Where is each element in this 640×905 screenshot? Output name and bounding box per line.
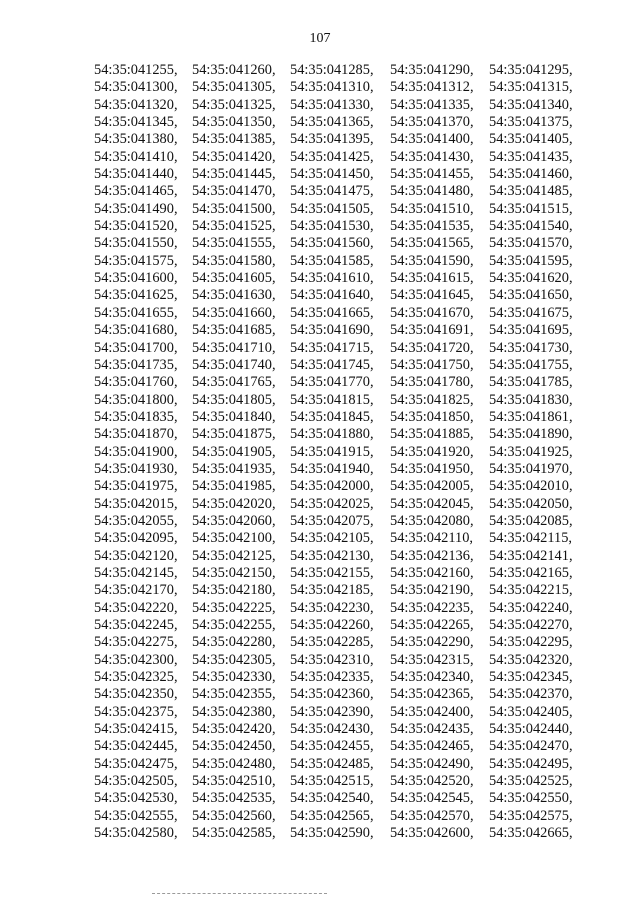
cadastral-number: 54:35:041630,: [192, 287, 276, 304]
cadastral-number: 54:35:041900,: [94, 443, 178, 460]
cadastral-number: 54:35:041665,: [290, 304, 374, 321]
cadastral-number: 54:35:041585,: [290, 252, 374, 269]
cadastral-number: 54:35:042345,: [489, 669, 573, 686]
cadastral-number: 54:35:041861,: [489, 408, 573, 425]
cadastral-number: 54:35:041470,: [192, 183, 276, 200]
cadastral-number: 54:35:042130,: [290, 547, 374, 564]
cadastral-number: 54:35:041315,: [489, 79, 573, 96]
cadastral-number: 54:35:041375,: [489, 114, 573, 131]
cadastral-number: 54:35:042215,: [489, 582, 573, 599]
cadastral-number: 54:35:041950,: [390, 460, 474, 477]
cadastral-number: 54:35:042045,: [390, 495, 474, 512]
cadastral-number: 54:35:042535,: [192, 790, 276, 807]
cadastral-number: 54:35:042005,: [390, 478, 474, 495]
cadastral-number: 54:35:042480,: [192, 755, 276, 772]
cadastral-number: 54:35:042360,: [290, 686, 374, 703]
cadastral-number: 54:35:041460,: [489, 166, 573, 183]
cadastral-number: 54:35:042465,: [390, 738, 474, 755]
cadastral-number: 54:35:041740,: [192, 356, 276, 373]
cadastral-number: 54:35:041380,: [94, 131, 178, 148]
cadastral-number: 54:35:041691,: [390, 322, 474, 339]
cadastral-number: 54:35:041312,: [390, 79, 474, 96]
cadastral-number: 54:35:041440,: [94, 166, 178, 183]
cadastral-number: 54:35:041455,: [390, 166, 474, 183]
cadastral-number: 54:35:042530,: [94, 790, 178, 807]
cadastral-number: 54:35:041830,: [489, 391, 573, 408]
cadastral-number: 54:35:041805,: [192, 391, 276, 408]
cadastral-number: 54:35:041800,: [94, 391, 178, 408]
cadastral-number: 54:35:042600,: [390, 825, 474, 842]
cadastral-number: 54:35:042320,: [489, 651, 573, 668]
cadastral-number: 54:35:041325,: [192, 96, 276, 113]
cadastral-number: 54:35:042225,: [192, 599, 276, 616]
cadastral-number: 54:35:042485,: [290, 755, 374, 772]
cadastral-number: 54:35:042055,: [94, 512, 178, 529]
cadastral-number: 54:35:041760,: [94, 374, 178, 391]
cadastral-number: 54:35:041290,: [390, 62, 474, 78]
cadastral-number: 54:35:042275,: [94, 634, 178, 651]
cadastral-number: 54:35:041940,: [290, 460, 374, 477]
cadastral-number: 54:35:042545,: [390, 790, 474, 807]
cadastral-number: 54:35:041745,: [290, 356, 374, 373]
cadastral-number: 54:35:041450,: [290, 166, 374, 183]
cadastral-number: 54:35:041985,: [192, 478, 276, 495]
cadastral-number: 54:35:042245,: [94, 617, 178, 633]
cadastral-number: 54:35:041620,: [489, 270, 573, 287]
cadastral-number: 54:35:041385,: [192, 131, 276, 148]
cadastral-number: 54:35:041520,: [94, 218, 178, 235]
cadastral-number: 54:35:041505,: [290, 200, 374, 217]
cadastral-number: 54:35:041660,: [192, 304, 276, 321]
cadastral-number: 54:35:042405,: [489, 703, 573, 720]
cadastral-number: 54:35:041735,: [94, 356, 178, 373]
cadastral-number: 54:35:042315,: [390, 651, 474, 668]
cadastral-number: 54:35:041835,: [94, 408, 178, 425]
cadastral-number: 54:35:042580,: [94, 825, 178, 842]
cadastral-number: 54:35:041615,: [390, 270, 474, 287]
cadastral-number: 54:35:041335,: [390, 96, 474, 113]
cadastral-number: 54:35:041535,: [390, 218, 474, 235]
cadastral-number: 54:35:041550,: [94, 235, 178, 252]
cadastral-number: 54:35:041970,: [489, 460, 573, 477]
cadastral-number: 54:35:041685,: [192, 322, 276, 339]
cadastral-number: 54:35:042355,: [192, 686, 276, 703]
cadastral-number: 54:35:041715,: [290, 339, 374, 356]
cadastral-number: 54:35:042585,: [192, 825, 276, 842]
cadastral-number: 54:35:042365,: [390, 686, 474, 703]
cadastral-number: 54:35:041785,: [489, 374, 573, 391]
cadastral-number: 54:35:042590,: [290, 825, 374, 842]
cadastral-number: 54:35:042025,: [290, 495, 374, 512]
cadastral-number: 54:35:042190,: [390, 582, 474, 599]
cadastral-number: 54:35:042520,: [390, 773, 474, 790]
cadastral-number: 54:35:042285,: [290, 634, 374, 651]
cadastral-number: 54:35:042555,: [94, 807, 178, 824]
cadastral-number: 54:35:042550,: [489, 790, 573, 807]
cadastral-number: 54:35:042435,: [390, 721, 474, 738]
cadastral-number: 54:35:041480,: [390, 183, 474, 200]
cadastral-number: 54:35:042270,: [489, 617, 573, 633]
cadastral-number: 54:35:042000,: [290, 478, 374, 495]
cadastral-number: 54:35:041320,: [94, 96, 178, 113]
cadastral-number: 54:35:042440,: [489, 721, 573, 738]
cadastral-number: 54:35:042145,: [94, 564, 178, 581]
cadastral-number: 54:35:041610,: [290, 270, 374, 287]
cadastral-number: 54:35:041510,: [390, 200, 474, 217]
cadastral-number: 54:35:041580,: [192, 252, 276, 269]
cadastral-number: 54:35:041515,: [489, 200, 573, 217]
cadastral-number: 54:35:041590,: [390, 252, 474, 269]
cadastral-number: 54:35:042170,: [94, 582, 178, 599]
cadastral-number: 54:35:041500,: [192, 200, 276, 217]
cadastral-number: 54:35:042350,: [94, 686, 178, 703]
cadastral-number: 54:35:042095,: [94, 530, 178, 547]
cadastral-number: 54:35:041305,: [192, 79, 276, 96]
page-number: 107: [309, 31, 331, 46]
cadastral-number: 54:35:041850,: [390, 408, 474, 425]
cadastral-number: 54:35:042185,: [290, 582, 374, 599]
cadastral-number: 54:35:041935,: [192, 460, 276, 477]
cadastral-number: 54:35:041295,: [489, 62, 573, 78]
cadastral-number: 54:35:041710,: [192, 339, 276, 356]
cadastral-number: 54:35:041600,: [94, 270, 178, 287]
cadastral-number: 54:35:042300,: [94, 651, 178, 668]
cadastral-number: 54:35:041925,: [489, 443, 573, 460]
cadastral-number: 54:35:042295,: [489, 634, 573, 651]
cadastral-number: 54:35:041465,: [94, 183, 178, 200]
cadastral-number: 54:35:041430,: [390, 148, 474, 165]
cadastral-number: 54:35:042180,: [192, 582, 276, 599]
cadastral-number: 54:35:041365,: [290, 114, 374, 131]
cadastral-number: 54:35:041485,: [489, 183, 573, 200]
cadastral-number: 54:35:042085,: [489, 512, 573, 529]
cadastral-number: 54:35:041605,: [192, 270, 276, 287]
cadastral-number: 54:35:041930,: [94, 460, 178, 477]
cadastral-number: 54:35:041870,: [94, 426, 178, 443]
cadastral-number: 54:35:042165,: [489, 564, 573, 581]
cadastral-number: 54:35:042050,: [489, 495, 573, 512]
cadastral-number: 54:35:041525,: [192, 218, 276, 235]
cadastral-number: 54:35:041255,: [94, 62, 178, 78]
cadastral-number: 54:35:041750,: [390, 356, 474, 373]
cadastral-number: 54:35:042105,: [290, 530, 374, 547]
cadastral-number: 54:35:041400,: [390, 131, 474, 148]
cadastral-number: 54:35:042155,: [290, 564, 374, 581]
cadastral-number: 54:35:041755,: [489, 356, 573, 373]
cadastral-number: 54:35:041425,: [290, 148, 374, 165]
cadastral-number: 54:35:042100,: [192, 530, 276, 547]
cadastral-number: 54:35:042510,: [192, 773, 276, 790]
cadastral-number: 54:35:041655,: [94, 304, 178, 321]
cadastral-number: 54:35:042235,: [390, 599, 474, 616]
cadastral-number: 54:35:041700,: [94, 339, 178, 356]
cadastral-number: 54:35:041445,: [192, 166, 276, 183]
cadastral-number: 54:35:042060,: [192, 512, 276, 529]
cadastral-number: 54:35:042136,: [390, 547, 474, 564]
cadastral-number: 54:35:041645,: [390, 287, 474, 304]
cadastral-number: 54:35:041260,: [192, 62, 276, 78]
cadastral-number: 54:35:042080,: [390, 512, 474, 529]
cadastral-number: 54:35:041420,: [192, 148, 276, 165]
cadastral-number: 54:35:041410,: [94, 148, 178, 165]
cadastral-number: 54:35:041975,: [94, 478, 178, 495]
cadastral-number: 54:35:042115,: [489, 530, 573, 547]
cadastral-number: 54:35:042665,: [489, 825, 573, 842]
cadastral-number: 54:35:042380,: [192, 703, 276, 720]
cadastral-number: 54:35:042575,: [489, 807, 573, 824]
cadastral-number: 54:35:042325,: [94, 669, 178, 686]
cadastral-number: 54:35:042220,: [94, 599, 178, 616]
cadastral-number: 54:35:041405,: [489, 131, 573, 148]
cadastral-number: 54:35:041680,: [94, 322, 178, 339]
cadastral-number: 54:35:041345,: [94, 114, 178, 131]
cadastral-number: 54:35:042370,: [489, 686, 573, 703]
cadastral-number: 54:35:041885,: [390, 426, 474, 443]
cadastral-number: 54:35:042160,: [390, 564, 474, 581]
cadastral-number: 54:35:042560,: [192, 807, 276, 824]
cadastral-number: 54:35:042141,: [489, 547, 573, 564]
cadastral-number: 54:35:041490,: [94, 200, 178, 217]
cadastral-number: 54:35:041570,: [489, 235, 573, 252]
cadastral-number: 54:35:041640,: [290, 287, 374, 304]
cadastral-number: 54:35:041720,: [390, 339, 474, 356]
cadastral-number: 54:35:041555,: [192, 235, 276, 252]
cadastral-number: 54:35:042255,: [192, 617, 276, 633]
footer-divider: [152, 893, 327, 894]
cadastral-number: 54:35:041770,: [290, 374, 374, 391]
cadastral-number: 54:35:041530,: [290, 218, 374, 235]
cadastral-number: 54:35:041330,: [290, 96, 374, 113]
cadastral-number: 54:35:042075,: [290, 512, 374, 529]
cadastral-number: 54:35:042505,: [94, 773, 178, 790]
cadastral-number: 54:35:041875,: [192, 426, 276, 443]
cadastral-number: 54:35:042335,: [290, 669, 374, 686]
cadastral-number: 54:35:042340,: [390, 669, 474, 686]
cadastral-number: 54:35:042310,: [290, 651, 374, 668]
cadastral-number: 54:35:042400,: [390, 703, 474, 720]
cadastral-number: 54:35:042120,: [94, 547, 178, 564]
cadastral-number: 54:35:041840,: [192, 408, 276, 425]
cadastral-number: 54:35:041650,: [489, 287, 573, 304]
cadastral-number: 54:35:041730,: [489, 339, 573, 356]
cadastral-number: 54:35:041595,: [489, 252, 573, 269]
cadastral-number: 54:35:041780,: [390, 374, 474, 391]
cadastral-number: 54:35:042290,: [390, 634, 474, 651]
cadastral-number: 54:35:042110,: [390, 530, 474, 547]
cadastral-number: 54:35:041825,: [390, 391, 474, 408]
cadastral-number: 54:35:042430,: [290, 721, 374, 738]
cadastral-number: 54:35:041890,: [489, 426, 573, 443]
cadastral-number: 54:35:041370,: [390, 114, 474, 131]
cadastral-number: 54:35:042020,: [192, 495, 276, 512]
cadastral-number: 54:35:041575,: [94, 252, 178, 269]
cadastral-number: 54:35:042375,: [94, 703, 178, 720]
cadastral-number: 54:35:042525,: [489, 773, 573, 790]
cadastral-number: 54:35:041565,: [390, 235, 474, 252]
cadastral-number: 54:35:041695,: [489, 322, 573, 339]
cadastral-number: 54:35:041350,: [192, 114, 276, 131]
cadastral-number: 54:35:042265,: [390, 617, 474, 633]
cadastral-number: 54:35:042475,: [94, 755, 178, 772]
cadastral-number: 54:35:041310,: [290, 79, 374, 96]
cadastral-number: 54:35:041625,: [94, 287, 178, 304]
cadastral-number: 54:35:041285,: [290, 62, 374, 78]
cadastral-number: 54:35:041670,: [390, 304, 474, 321]
cadastral-number: 54:35:041920,: [390, 443, 474, 460]
cadastral-number: 54:35:042010,: [489, 478, 573, 495]
cadastral-number: 54:35:041300,: [94, 79, 178, 96]
cadastral-number: 54:35:042445,: [94, 738, 178, 755]
cadastral-number: 54:35:042280,: [192, 634, 276, 651]
cadastral-number: 54:35:042150,: [192, 564, 276, 581]
cadastral-number: 54:35:042390,: [290, 703, 374, 720]
cadastral-number: 54:35:042305,: [192, 651, 276, 668]
cadastral-number: 54:35:042420,: [192, 721, 276, 738]
cadastral-number: 54:35:042470,: [489, 738, 573, 755]
cadastral-number: 54:35:042415,: [94, 721, 178, 738]
cadastral-number: 54:35:041845,: [290, 408, 374, 425]
cadastral-number: 54:35:041765,: [192, 374, 276, 391]
cadastral-number: 54:35:041475,: [290, 183, 374, 200]
cadastral-number: 54:35:041690,: [290, 322, 374, 339]
cadastral-number-list: [94, 62, 594, 842]
cadastral-number: 54:35:042330,: [192, 669, 276, 686]
cadastral-number: 54:35:042495,: [489, 755, 573, 772]
cadastral-number: 54:35:042570,: [390, 807, 474, 824]
cadastral-number: 54:35:041340,: [489, 96, 573, 113]
cadastral-number: 54:35:041435,: [489, 148, 573, 165]
cadastral-number: 54:35:042260,: [290, 617, 374, 633]
cadastral-number: 54:35:042540,: [290, 790, 374, 807]
cadastral-number: 54:35:041915,: [290, 443, 374, 460]
cadastral-number: 54:35:042490,: [390, 755, 474, 772]
cadastral-number: 54:35:042455,: [290, 738, 374, 755]
cadastral-number: 54:35:042565,: [290, 807, 374, 824]
cadastral-number: 54:35:041540,: [489, 218, 573, 235]
cadastral-number: 54:35:042125,: [192, 547, 276, 564]
cadastral-number: 54:35:042230,: [290, 599, 374, 616]
cadastral-number: 54:35:041675,: [489, 304, 573, 321]
cadastral-number: 54:35:042450,: [192, 738, 276, 755]
cadastral-number: 54:35:041395,: [290, 131, 374, 148]
cadastral-number: 54:35:041905,: [192, 443, 276, 460]
cadastral-number: 54:35:042015,: [94, 495, 178, 512]
cadastral-number: 54:35:041880,: [290, 426, 374, 443]
cadastral-number: 54:35:042240,: [489, 599, 573, 616]
cadastral-number: 54:35:042515,: [290, 773, 374, 790]
cadastral-number: 54:35:041560,: [290, 235, 374, 252]
cadastral-number: 54:35:041815,: [290, 391, 374, 408]
